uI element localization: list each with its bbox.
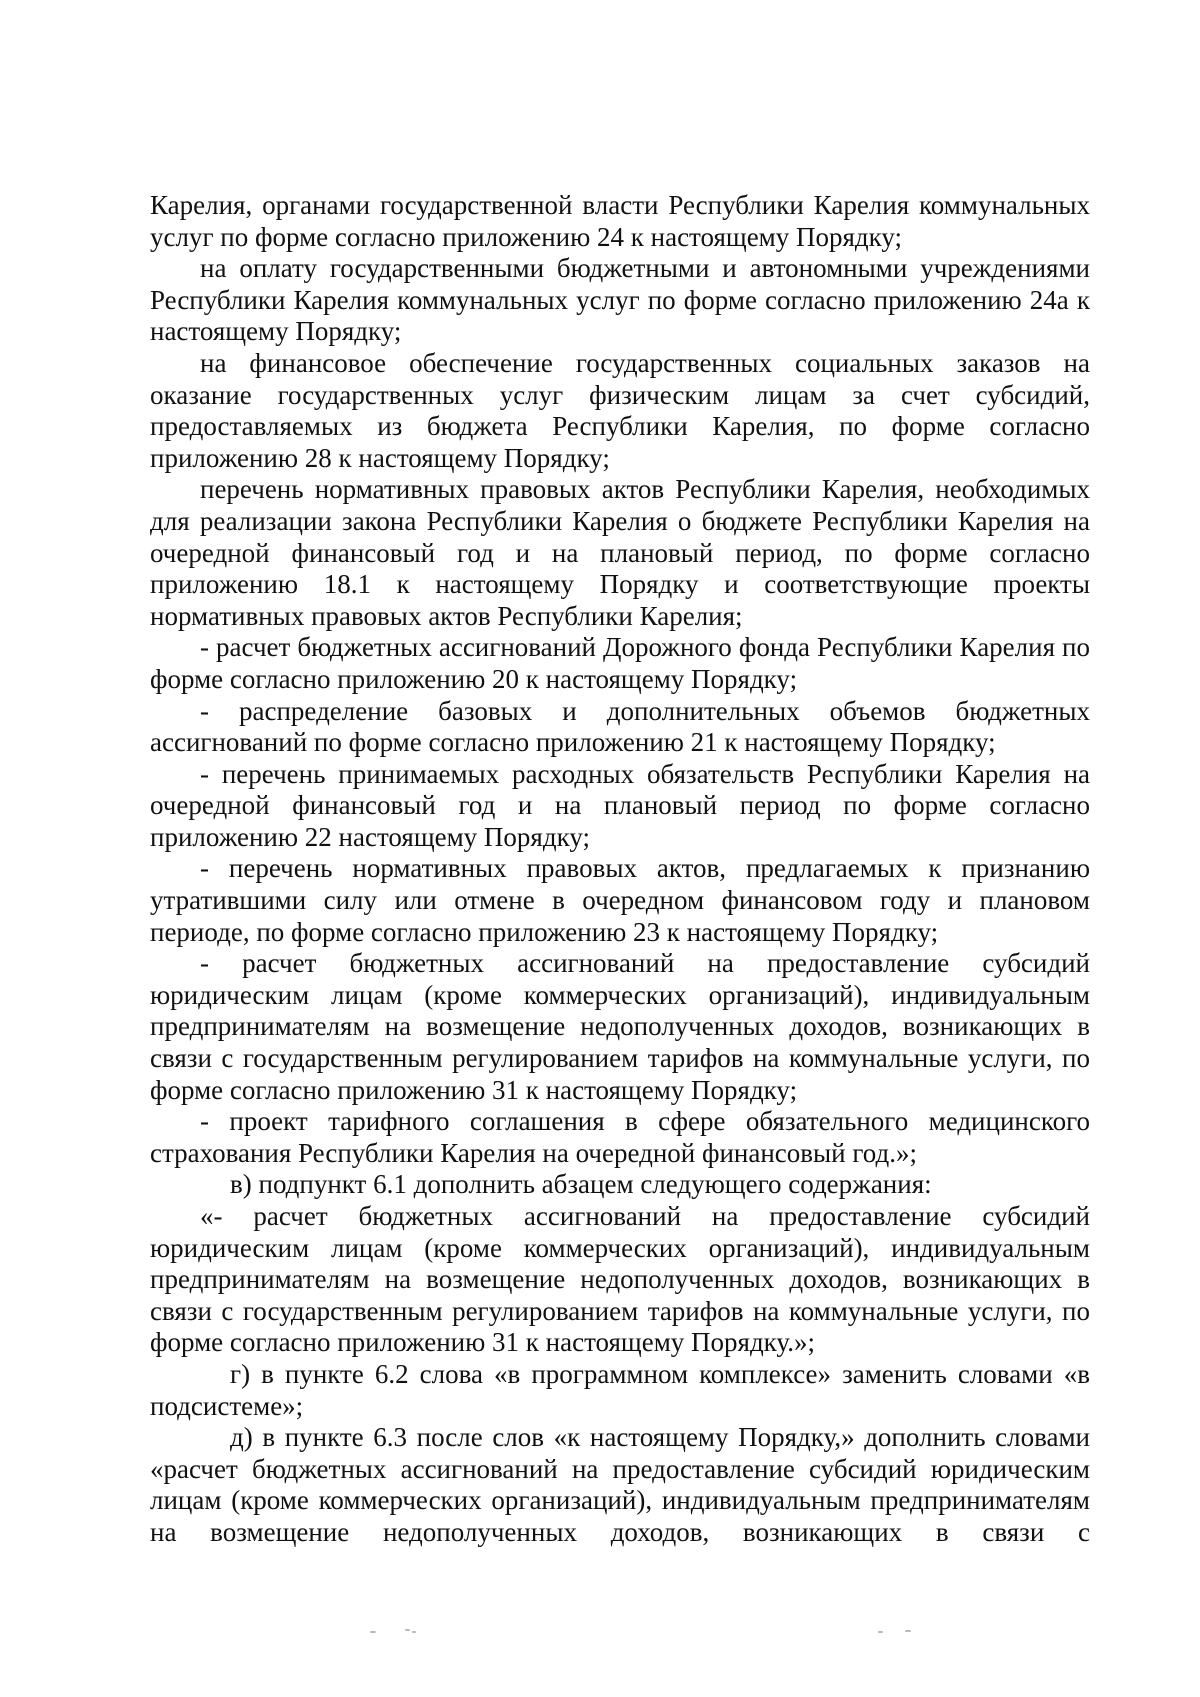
paragraph-tariff-agreement: - проект тарифного соглашения в сфере обязательного медицинского страхования Республики Карелия на очередной финансовый год.»; [150,1106,1090,1168]
paragraph-obligations-list: - перечень принимаемых расходных обязательств Республики Карелия на очередной финансовый год и на плановый период по форме согласно приложению 22 настоящему Порядку; [150,758,1090,852]
paragraph-utilities-payment: на оплату государственными бюджетными и автономными учреждениями Республики Карелия коммунальных услуг по форме согласно приложению 24а к настоящему Порядку; [150,253,1090,347]
paragraph-road-fund: - расчет бюджетных ассигнований Дорожного фонда Республики Карелия по форме согласно приложению 20 к настоящему Порядку; [150,632,1090,694]
paragraph-base-volumes: - распределение базовых и дополнительных объемов бюджетных ассигнований по форме согласно приложению 21 к настоящему Порядку; [150,695,1090,758]
scan-mark [905,1630,911,1632]
paragraph-added-text: «- расчет бюджетных ассигнований на предоставление субсидий юридическим лицам (кроме коммерческих организаций), индивидуальным предпринимателям на возмещение недополученных доходов, возникающих в связи с государственным регулированием тарифов на коммунальные услуги, по форме согласно приложению 31 к настоящему Порядку.»; [150,1201,1090,1358]
paragraph-subclause-g: г) в пункте 6.2 слова «в программном комплексе» заменить словами «в подсистеме»; [150,1358,1090,1421]
paragraph-legal-acts-list: перечень нормативных правовых актов Республики Карелия, необходимых для реализации закона Республики Карелия о бюджете Республики Карелия на очередной финансовый год и на плановый период, по форме согласно приложению 18.1 к настоящему Порядку и соответствующие проекты нормативных правовых актов Республики Карелия; [150,474,1090,631]
scan-artifacts [0,1625,1200,1645]
document-body [150,190,1090,1549]
paragraph-subclause-v: в) подпункт 6.1 дополнить абзацем следующего содержания: [230,1169,932,1200]
scan-mark [878,1631,883,1633]
paragraph-subclause-d: д) в пункте 6.3 после слов «к настоящему Порядку,» дополнить словами «расчет бюджетных ассигнований на предоставление субсидий юридическим лицам (кроме коммерческих организаций), индивидуальным предпринимателям на возмещение недополученных доходов, возникающих в связи с [150,1422,1090,1547]
paragraph-acts-repeal: - перечень нормативных правовых актов, предлагаемых к признанию утратившими силу или отмене в очередном финансовом году и плановом периоде, по форме согласно приложению 23 к настоящему Порядку; [150,853,1090,947]
scan-mark [370,1631,376,1633]
paragraph-social-orders: на финансовое обеспечение государственных социальных заказов на оказание государственных услуг физическим лицам за счет субсидий, предоставляемых из бюджета Республики Карелия, по форме согласно приложению 28 к настоящему Порядку; [150,347,1090,473]
scan-mark [412,1631,416,1633]
paragraph-continuation: Карелия, органами государственной власти Республики Карелия коммунальных услуг по форме согласно приложению 24 к настоящему Порядку; [150,190,1090,252]
paragraph-subsidies-calculation: - расчет бюджетных ассигнований на предоставление субсидий юридическим лицам (кроме коммерческих организаций), индивидуальным предпринимателям на возмещение недополученных доходов, возникающих в связи с государственным регулированием тарифов на коммунальные услуги, по форме согласно приложению 31 к настоящему Порядку; [150,948,1090,1105]
scan-mark [405,1629,410,1631]
